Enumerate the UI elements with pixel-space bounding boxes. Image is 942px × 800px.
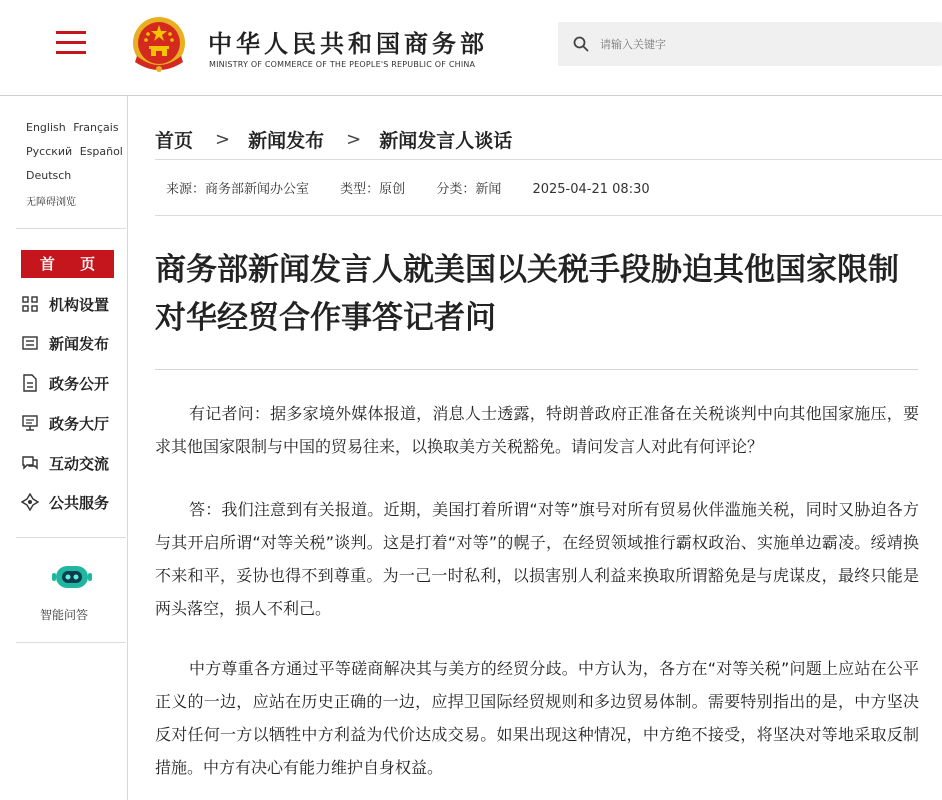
sidebar-divider [16,642,126,643]
language-row-2 [26,145,127,158]
sidebar-divider [16,537,126,538]
sidebar-item-label: 政务大厅 [49,414,110,433]
article-paragraph: 答：我们注意到有关报道。近期，美国打着所谓“对等”旗号对所有贸易伙伴滥施关税，同时又胁迫各方与其开启所谓“对等关税”谈判。这是打着“对等”的幌子，在经贸领域推行霸权政治、实施单边霸凌。绥靖换不来和平，妥协也得不到尊重。为一己一时私利，以损害别人利益来换取所谓豁免是与虎谋皮，最终只能是两头落空，损人不利己。 [155,500,919,618]
sidebar-item-public-affairs[interactable] [21,372,109,394]
document-icon [21,374,39,392]
breadcrumb-divider [155,159,942,160]
breadcrumb-news[interactable]: 新闻发布 [248,130,325,152]
lang-russian-link[interactable]: Русский [26,145,73,158]
national-emblem-icon[interactable] [131,16,187,76]
site-title[interactable]: 中华人民共和国商务部 [208,30,488,58]
site-header [0,0,942,96]
breadcrumb-spokesperson[interactable]: 新闻发言人谈话 [379,130,513,152]
sidebar-item-service-hall[interactable] [21,412,109,434]
article-meta [166,178,677,197]
news-list-icon [21,334,39,352]
meta-category: 分类：新闻 [436,182,502,197]
article-title: 商务部新闻发言人就美国以关税手段胁迫其他国家限制对华经贸合作事答记者问 [155,252,899,336]
sidebar [0,96,128,800]
article-paragraph: 中方尊重各方通过平等磋商解决其与美方的经贸分歧。中方认为，各方在“对等关税”问题上应站在公平正义的一边，应站在历史正确的一边，应捍卫国际经贸规则和多边贸易体制。需要特别指出的是，中方坚决反对任何一方以牺牲中方利益为代价达成交易。如果出现这种情况，中方绝不接受，将坚决对等地采取反制措施。中方有决心有能力维护自身权益。 [155,659,919,777]
accessibility-link[interactable]: 无障碍浏览 [26,197,76,208]
meta-divider [155,215,942,216]
hall-screen-icon [21,414,39,432]
sidebar-item-label: 机构设置 [49,295,110,314]
menu-icon[interactable] [56,31,86,55]
assistant-label[interactable]: 智能问答 [39,608,88,622]
home-button[interactable]: 首 页 [21,250,114,278]
breadcrumb-home[interactable]: 首页 [155,130,194,152]
search-icon[interactable] [573,36,589,52]
sidebar-divider [16,228,126,229]
title-divider [155,369,918,370]
chevron-right-icon: > [215,129,231,150]
lang-english-link[interactable]: English [26,121,66,134]
sidebar-item-label: 新闻发布 [49,334,110,353]
service-gear-icon [21,493,39,511]
sidebar-item-label: 公共服务 [49,493,110,512]
site-title-english: MINISTRY OF COMMERCE OF THE PEOPLE'S REPUBLIC OF CHINA [209,60,476,69]
language-row-1 [26,121,123,134]
sidebar-item-public-service[interactable] [21,491,109,513]
meta-source: 来源：商务部新闻办公室 [166,182,310,197]
org-grid-icon [21,295,39,313]
lang-spanish-link[interactable]: Español [79,145,123,158]
meta-type: 类型：原创 [340,182,406,197]
sidebar-item-label: 政务公开 [49,374,110,393]
chevron-right-icon: > [346,129,362,150]
sidebar-item-organization[interactable] [21,293,109,315]
robot-assistant-icon[interactable] [52,562,92,592]
sidebar-item-label: 互动交流 [49,454,110,473]
lang-german-link[interactable]: Deutsch [26,169,72,182]
article-paragraph: 有记者问：据多家境外媒体报道，消息人士透露，特朗普政府正准备在关税谈判中向其他国家施压，要求其他国家限制与中国的贸易往来，以换取美方关税豁免。请问发言人对此有何评论？ [155,404,919,456]
meta-datetime: 2025-04-21 08:30 [532,182,650,197]
breadcrumb [155,126,512,153]
sidebar-item-news[interactable] [21,332,109,354]
sidebar-item-interaction[interactable] [21,452,109,474]
language-row-4 [26,193,80,208]
lang-french-link[interactable]: Français [73,121,119,134]
search-input[interactable] [600,28,930,60]
language-row-3 [26,169,75,182]
chat-icon [21,454,39,472]
